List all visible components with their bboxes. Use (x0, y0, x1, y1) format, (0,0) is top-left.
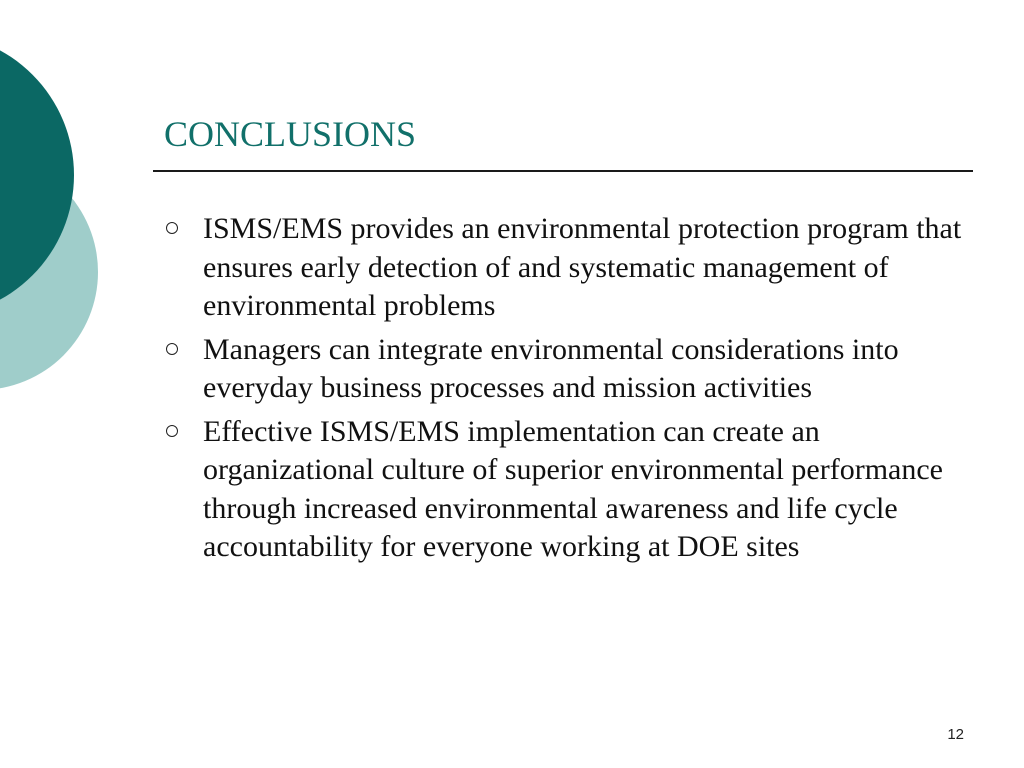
hollow-circle-icon (166, 425, 178, 437)
bullet-item (164, 331, 964, 408)
hollow-circle-icon (166, 343, 178, 355)
bullet-item (164, 413, 964, 567)
bullet-text: ISMS/EMS provides an environmental protection program that ensures early detection of and systematic management of environmental problems (203, 212, 962, 322)
bullet-text: Effective ISMS/EMS implementation can create an organizational culture of superior environmental performance through increased environmental awareness and life cycle accountability for everyone working at DOE sites (203, 414, 943, 563)
decorative-circles (0, 0, 110, 400)
bullet-text: Managers can integrate environmental considerations into everyday business processes and mission activities (203, 332, 899, 404)
title-divider (153, 170, 973, 172)
page-number: 12 (947, 726, 964, 743)
bullet-list (164, 210, 964, 572)
slide-title: CONCLUSIONS (164, 114, 417, 154)
bullet-item (164, 210, 964, 326)
hollow-circle-icon (166, 222, 178, 234)
